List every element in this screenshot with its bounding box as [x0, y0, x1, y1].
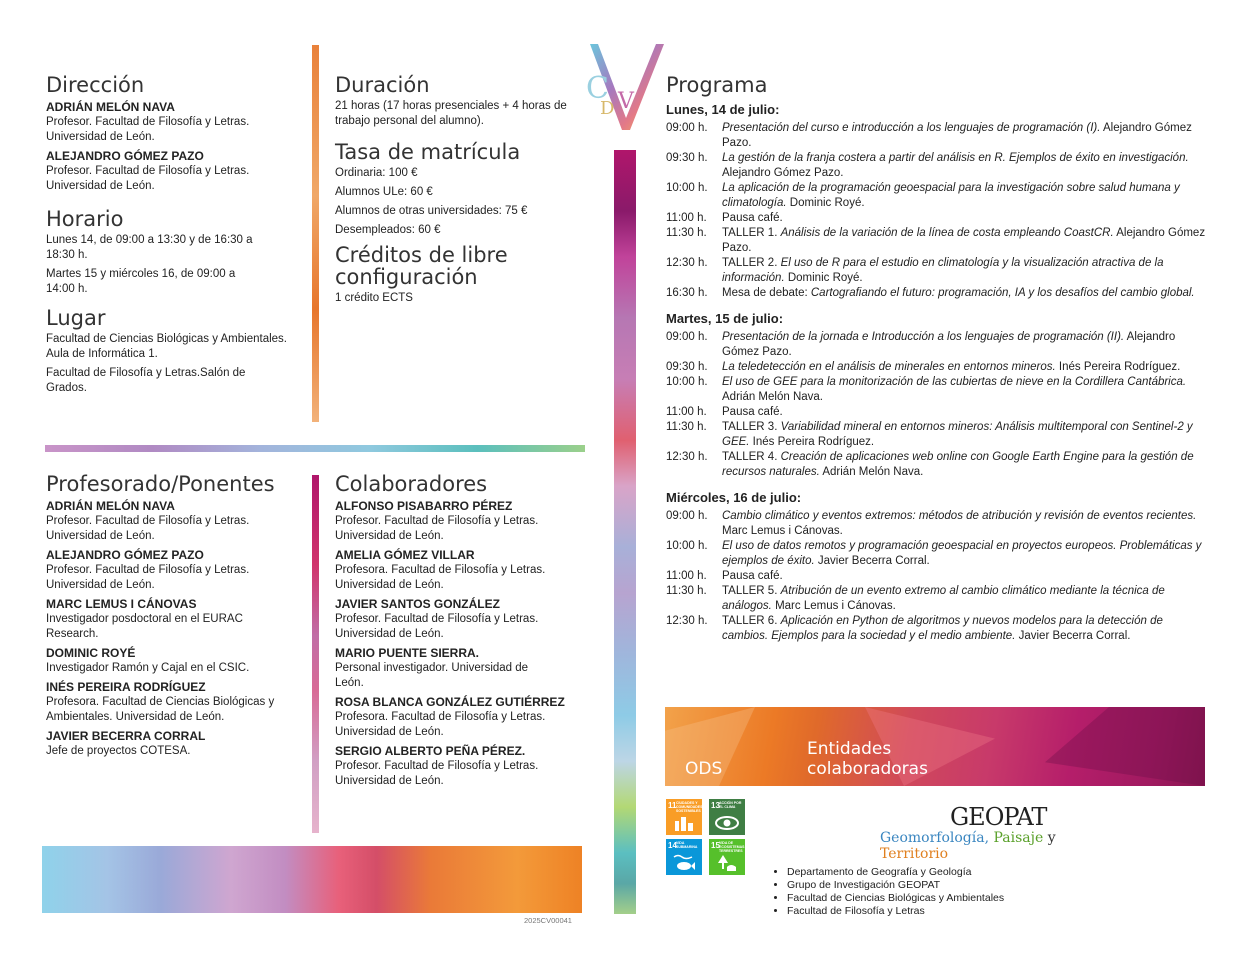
institution-item: • Facultad de Filosofía y Letras	[787, 905, 1004, 918]
program-description	[722, 330, 1206, 360]
program-time: 12:30 h.	[666, 257, 708, 269]
direccion-title: Dirección	[46, 73, 145, 97]
sdg-15-icon	[709, 839, 745, 875]
program-description	[722, 420, 1206, 450]
program-text: Variabilidad mineral en entornos mineros: Análisis multitemporal con Sentinel-2 y GEE.	[722, 421, 1193, 448]
program-item	[666, 181, 1206, 211]
person-name: MARIO PUENTE SIERRA.	[335, 646, 480, 660]
program-item	[666, 450, 1206, 480]
program-time: 10:00 h.	[666, 182, 708, 194]
person-desc: Investigador Ramón y Cajal en el CSIC.	[46, 662, 250, 674]
ods-banner	[665, 707, 1205, 786]
geopat-word: Territorio	[880, 846, 949, 862]
program-time: 09:00 h.	[666, 510, 708, 522]
program-time: 09:00 h.	[666, 331, 708, 343]
program-item	[666, 420, 1206, 450]
programa-days	[666, 102, 1206, 644]
program-text: Mesa de debate:	[722, 287, 811, 299]
program-time: 09:00 h.	[666, 122, 708, 134]
program-item	[666, 226, 1206, 256]
lugar-line: Facultad de Filosofía y Letras.Salón de Grados.	[46, 367, 246, 394]
geopat-subtitle	[880, 830, 1120, 862]
program-time: 09:30 h.	[666, 152, 708, 164]
person-name: ADRIÁN MELÓN NAVA	[46, 100, 175, 114]
institution-item: • Departamento de Geografía y Geología	[787, 866, 1004, 879]
person-name: SERGIO ALBERTO PEÑA PÉREZ.	[335, 744, 526, 758]
program-time: 12:30 h.	[666, 615, 708, 627]
program-item	[666, 569, 1206, 584]
program-text: Marc Lemus i Cánovas.	[722, 525, 843, 537]
program-day-heading: Martes, 15 de julio:	[666, 311, 784, 326]
lugar-title: Lugar	[46, 306, 106, 330]
person-desc: Profesora. Facultad de Filosofía y Letras. Universidad de León.	[335, 711, 546, 738]
svg-text:D: D	[600, 98, 615, 119]
program-item	[666, 405, 1206, 420]
geopat-title: GEOPAT	[950, 803, 1047, 831]
program-text: Inés Pereira Rodríguez.	[749, 436, 875, 448]
program-text: El uso de R para el estudio en climatología y la visualización atractiva de la información.	[722, 257, 1164, 284]
horario-title: Horario	[46, 207, 124, 231]
program-text: Adrián Melón Nava.	[819, 466, 924, 478]
program-item	[666, 360, 1206, 375]
sdg-number: 15	[711, 841, 720, 850]
program-text: Alejandro Gómez Pazo.	[722, 167, 844, 179]
program-time: 11:00 h.	[666, 570, 707, 582]
person-desc: Profesora. Facultad de Ciencias Biológicas y Ambientales. Universidad de León.	[46, 696, 275, 723]
bottom-left-banner	[42, 846, 582, 913]
program-description	[722, 569, 1206, 584]
person-name: JAVIER SANTOS GONZÁLEZ	[335, 597, 500, 611]
svg-text:V: V	[618, 89, 634, 114]
course-logo	[582, 42, 668, 134]
creditos-title: Créditos de libre configuración	[335, 243, 508, 289]
sdg-number: 11	[668, 801, 677, 810]
colaboradores-section	[335, 473, 570, 789]
person-desc: Profesor. Facultad de Filosofía y Letras. Universidad de León.	[46, 116, 250, 143]
institutions-list	[775, 866, 1004, 918]
entidades-label: Entidades colaboradoras	[807, 739, 928, 779]
program-item	[666, 286, 1206, 301]
program-description	[722, 614, 1206, 644]
program-text: Pausa café.	[722, 212, 783, 224]
profesorado-title: Profesorado/Ponentes	[46, 472, 275, 496]
program-text: Atribución de un evento extremo al cambio climático mediante la técnica de análogos.	[722, 585, 1165, 612]
horario-line: Lunes 14, de 09:00 a 13:30 y de 16:30 a 18:30 h.	[46, 234, 253, 261]
program-item	[666, 539, 1206, 569]
sdg-11-icon	[666, 799, 702, 835]
program-description	[722, 211, 1206, 226]
person-desc: Profesor. Facultad de Filosofía y Letras. Universidad de León.	[46, 564, 250, 591]
program-text: Javier Becerra Corral.	[1015, 630, 1131, 642]
creditos-text: 1 crédito ECTS	[335, 292, 413, 304]
program-time: 11:00 h.	[666, 212, 707, 224]
program-text: Cambio climático y eventos extremos: métodos de atribución y revisión de eventos recientes.	[722, 510, 1197, 522]
duracion-text: 21 horas (17 horas presenciales + 4 horas de trabajo personal del alumno).	[335, 100, 567, 127]
person-desc: Personal investigador. Universidad de León.	[335, 662, 529, 689]
program-text: La gestión de la franja costera a partir del análisis en R. Ejemplos de éxito en investigación.	[722, 152, 1189, 164]
program-text: TALLER 3.	[722, 421, 781, 433]
programa-title: Programa	[666, 73, 768, 97]
program-text: Alejandro Gómez Pazo.	[722, 227, 1206, 254]
program-description	[722, 181, 1206, 211]
geopat-logo	[880, 804, 1120, 862]
program-item	[666, 211, 1206, 226]
program-time: 11:30 h.	[666, 227, 707, 239]
person-name: MARC LEMUS I CÁNOVAS	[46, 597, 197, 611]
person-name: ALEJANDRO GÓMEZ PAZO	[46, 149, 204, 163]
program-text: La aplicación de la programación geoespacial para la investigación sobre salud humana y climatología.	[722, 182, 1180, 209]
sdg-label: VIDA SUBMARINA	[676, 841, 698, 849]
sdg-number: 13	[711, 801, 720, 810]
program-description	[722, 509, 1206, 539]
person-desc: Jefe de proyectos COTESA.	[46, 745, 191, 757]
program-time: 10:00 h.	[666, 376, 708, 388]
program-item	[666, 330, 1206, 360]
sdg-label: VIDA DE ECOSISTEMAS TERRESTRES	[719, 841, 745, 853]
duracion-section	[335, 74, 575, 310]
programa-section	[666, 74, 1206, 644]
geopat-word: Paisaje	[993, 830, 1044, 846]
program-item	[666, 614, 1206, 644]
program-item	[666, 121, 1206, 151]
magenta-vertical-bar	[312, 475, 319, 833]
institution-item: • Facultad de Ciencias Biológicas y Ambientales	[787, 892, 1004, 905]
person-name: ROSA BLANCA GONZÁLEZ GUTIÉRREZ	[335, 695, 565, 709]
svg-text:C: C	[586, 71, 609, 106]
person-name: DOMINIC ROYÉ	[46, 646, 136, 660]
program-description	[722, 256, 1206, 286]
direccion-section	[46, 74, 306, 400]
person-name: AMELIA GÓMEZ VILLAR	[335, 548, 475, 562]
ods-label: ODS	[685, 759, 723, 779]
program-description	[722, 584, 1206, 614]
program-time: 11:30 h.	[666, 421, 707, 433]
colaboradores-title: Colaboradores	[335, 472, 488, 496]
tasa-line: Ordinaria: 100 €	[335, 167, 418, 179]
tasa-line: Alumnos ULe: 60 €	[335, 186, 433, 198]
program-item	[666, 375, 1206, 405]
program-text: Adrián Melón Nava.	[722, 391, 823, 403]
program-text: Cartografiando el futuro: programación, IA y los desafíos del cambio global.	[810, 287, 1195, 299]
program-day-heading: Miércoles, 16 de julio:	[666, 490, 802, 505]
program-text: Alejandro Gómez Pazo.	[722, 122, 1192, 149]
profesorado-section	[46, 473, 301, 759]
geopat-word: y	[1047, 830, 1056, 846]
program-text: TALLER 2.	[722, 257, 781, 269]
person-desc: Profesor. Facultad de Filosofía y Letras. Universidad de León.	[46, 515, 250, 542]
program-text: TALLER 1.	[722, 227, 781, 239]
program-text: Javier Becerra Corral.	[814, 555, 930, 567]
program-text: Análisis de la variación de la línea de costa empleando CoastCR.	[780, 227, 1114, 239]
program-text: Presentación de la jornada e Introducción a los lenguajes de programación (II).	[722, 331, 1125, 343]
tasa-title: Tasa de matrícula	[335, 140, 521, 164]
program-time: 09:30 h.	[666, 361, 708, 373]
program-time: 10:00 h.	[666, 540, 708, 552]
program-text: Pausa café.	[722, 570, 783, 582]
sdg-number: 14	[668, 841, 677, 850]
program-description	[722, 121, 1206, 151]
program-time: 16:30 h.	[666, 287, 708, 299]
program-text: La teledetección en el análisis de minerales en entornos mineros.	[722, 361, 1056, 373]
program-text: Pausa café.	[722, 406, 783, 418]
program-text: Aplicación en Python de algoritmos y nuevos modelos para la detección de cambios. Ejemplos para la sociedad y el medio ambiente.	[722, 615, 1163, 642]
horizontal-divider	[45, 445, 585, 452]
program-description	[722, 375, 1206, 405]
sdg-label: CIUDADES Y COMUNIDADES SOSTENIBLES	[676, 801, 703, 813]
program-text: Inés Pereira Rodríguez.	[1055, 361, 1181, 373]
person-name: JAVIER BECERRA CORRAL	[46, 729, 206, 743]
program-text: Presentación del curso e introducción a los lenguajes de programación (I).	[722, 122, 1101, 134]
program-text: Marc Lemus i Cánovas.	[771, 600, 896, 612]
person-desc: Profesora. Facultad de Filosofía y Letras. Universidad de León.	[335, 564, 546, 591]
person-name: ALFONSO PISABARRO PÉREZ	[335, 499, 513, 513]
program-text: TALLER 5.	[722, 585, 781, 597]
program-time: 11:00 h.	[666, 406, 707, 418]
program-item	[666, 509, 1206, 539]
person-name: ADRIÁN MELÓN NAVA	[46, 499, 175, 513]
program-description	[722, 405, 1206, 420]
document-code: 2025CV00041	[524, 916, 572, 925]
sdg-13-icon	[709, 799, 745, 835]
person-name: INÉS PEREIRA RODRÍGUEZ	[46, 680, 206, 694]
program-item	[666, 256, 1206, 286]
program-item	[666, 151, 1206, 181]
program-description	[722, 286, 1206, 301]
person-desc: Profesor. Facultad de Filosofía y Letras. Universidad de León.	[335, 515, 539, 542]
program-item	[666, 584, 1206, 614]
program-description	[722, 539, 1206, 569]
program-text: El uso de GEE para la monitorización de las cubiertas de nieve en la Cordillera Cantábrica.	[722, 376, 1187, 388]
program-text: Alejandro Gómez Pazo.	[722, 331, 1176, 358]
program-text: TALLER 6.	[722, 615, 781, 627]
institution-item: • Grupo de Investigación GEOPAT	[787, 879, 1004, 892]
program-time: 11:30 h.	[666, 585, 707, 597]
sdg-label: ACCIÓN POR EL CLIMA	[719, 801, 742, 809]
program-text: Dominic Royé.	[786, 197, 865, 209]
tasa-line: Alumnos de otras universidades: 75 €	[335, 205, 528, 217]
program-text: El uso de datos remotos y programación geoespacial en proyectos europeos. Problemáticas y ejemplos de éxito.	[722, 540, 1202, 567]
program-text: Dominic Royé.	[784, 272, 863, 284]
lugar-line: Facultad de Ciencias Biológicas y Ambientales. Aula de Informática 1.	[46, 333, 287, 360]
program-day-heading: Lunes, 14 de julio:	[666, 102, 780, 117]
person-desc: Profesor. Facultad de Filosofía y Letras. Universidad de León.	[335, 613, 539, 640]
duracion-title: Duración	[335, 73, 430, 97]
person-desc: Investigador posdoctoral en el EURAC Research.	[46, 613, 243, 640]
person-desc: Profesor. Facultad de Filosofía y Letras. Universidad de León.	[46, 165, 250, 192]
geopat-word: Geomorfología,	[880, 830, 990, 846]
program-text: TALLER 4.	[722, 451, 781, 463]
colorful-vertical-bar	[614, 150, 636, 914]
program-description	[722, 450, 1206, 480]
program-text: Creación de aplicaciones web online con Google Earth Engine para la gestión de recursos naturales.	[722, 451, 1194, 478]
person-desc: Profesor. Facultad de Filosofía y Letras. Universidad de León.	[335, 760, 539, 787]
tasa-line: Desempleados: 60 €	[335, 224, 441, 236]
program-description	[722, 360, 1206, 375]
program-time: 12:30 h.	[666, 451, 708, 463]
orange-vertical-bar	[312, 45, 319, 422]
program-description	[722, 226, 1206, 256]
program-description	[722, 151, 1206, 181]
person-name: ALEJANDRO GÓMEZ PAZO	[46, 548, 204, 562]
sdg-14-icon	[666, 839, 702, 875]
horario-line: Martes 15 y miércoles 16, de 09:00 a 14:00 h.	[46, 268, 236, 295]
